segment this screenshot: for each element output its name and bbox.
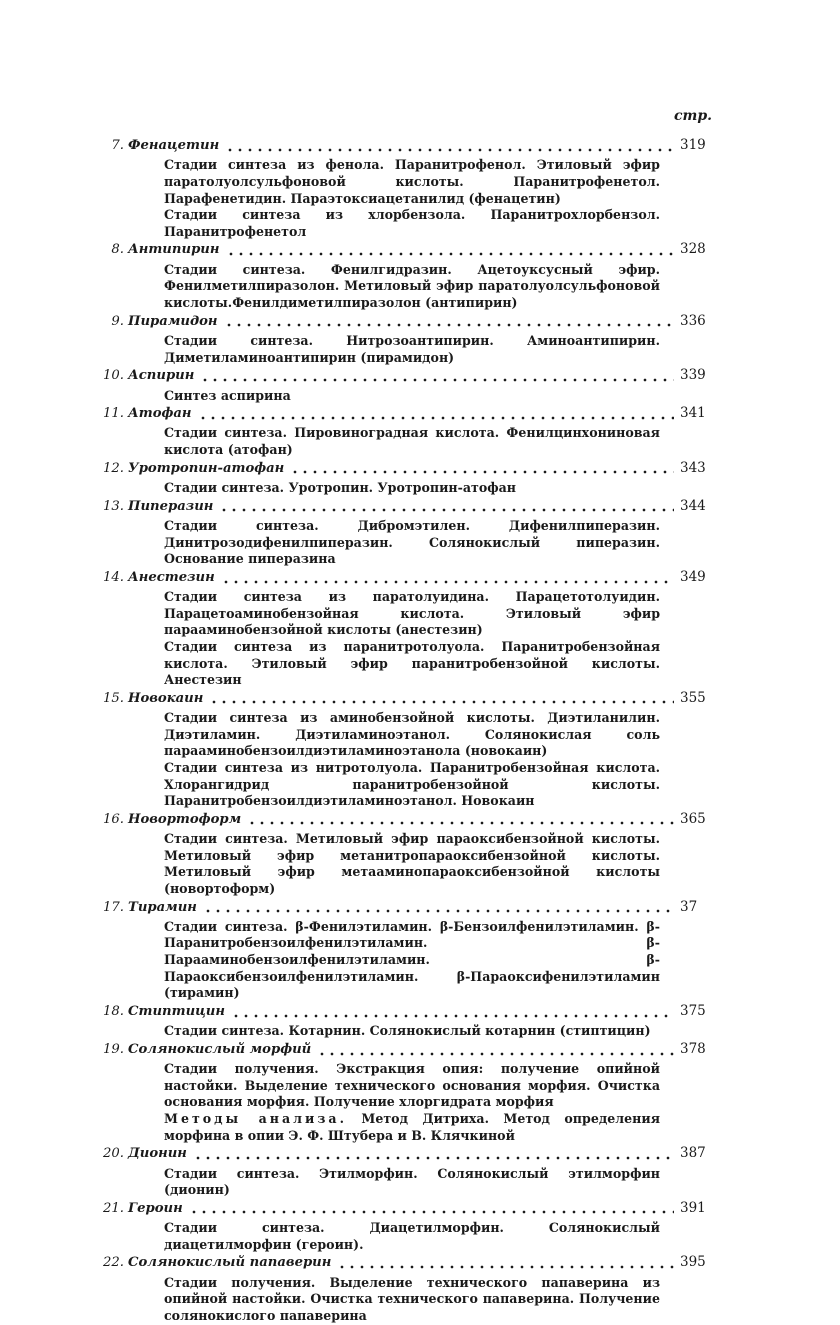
entry-number: 16. bbox=[103, 811, 124, 827]
entry-number: 10. bbox=[103, 368, 124, 384]
dot-leader bbox=[189, 1210, 674, 1214]
table-of-contents bbox=[102, 136, 714, 1325]
toc-entry bbox=[102, 568, 714, 689]
toc-entry-header bbox=[102, 1199, 714, 1220]
entry-title: Пиперазин bbox=[128, 498, 214, 514]
entry-title: Стиптицин bbox=[128, 1003, 225, 1019]
entry-page-number: 387 bbox=[680, 1145, 706, 1162]
entry-page-number: 375 bbox=[680, 1002, 706, 1019]
toc-entry-header bbox=[102, 1040, 714, 1061]
entry-page-number: 339 bbox=[680, 367, 706, 384]
entry-description bbox=[164, 480, 660, 497]
entry-number: 14. bbox=[103, 569, 124, 585]
entry-title: Фенацетин bbox=[128, 138, 220, 153]
description-paragraph: Стадии синтеза. β-Фенилэтиламин. β-Бензоилфенилэтиламин. β-Паранитробензоилфенилэтиламин. β-Парааминобензоилфенилэтиламин. β-Параоксибензоилфенилэтиламин. β-Параоксифенилэтиламин (тирамин) bbox=[164, 918, 660, 1001]
entry-page-number: 319 bbox=[680, 137, 706, 153]
entry-description bbox=[164, 710, 660, 810]
entry-title: Героин bbox=[128, 1200, 183, 1216]
toc-entry-header bbox=[102, 810, 714, 831]
entry-page-number: 328 bbox=[680, 241, 706, 258]
entry-title: Новокаин bbox=[128, 690, 204, 706]
entry-description bbox=[164, 1023, 660, 1040]
entry-page-number: 344 bbox=[680, 497, 706, 514]
dot-leader bbox=[203, 909, 674, 913]
description-paragraph: Стадии синтеза из аминобензойной кислоты. Диэтиланилин. Диэтиламин. Диэтиламиноэтанол. Солянокислая соль парааминобензоилдиэтиламиноэтанола (новокаин) bbox=[164, 710, 660, 759]
entry-description bbox=[164, 919, 660, 1002]
dot-leader bbox=[221, 580, 674, 584]
description-paragraph: Стадии синтеза. Котарнин. Солянокислый котарнин (стиптицин) bbox=[164, 1023, 651, 1039]
description-paragraph: Стадии получения. Экстракция опия: получение опийной настойки. Выделение технического основания морфия. Очистка основания морфия. Получение хлоргидрата морфия bbox=[164, 1061, 660, 1110]
toc-entry bbox=[102, 1002, 714, 1040]
entry-title: Уротропин-атофан bbox=[128, 460, 285, 476]
toc-entry-header bbox=[102, 1002, 714, 1023]
methods-text: Метод Дитриха. Метод определения морфина в опии Э. Ф. Штубера и В. Клячкиной bbox=[164, 1111, 660, 1143]
entry-title: Солянокислый морфий bbox=[128, 1041, 312, 1057]
entry-page-number: 395 bbox=[680, 1254, 706, 1271]
entry-number: 8. bbox=[111, 242, 124, 258]
toc-entry bbox=[102, 810, 714, 898]
entry-page-number: 355 bbox=[680, 689, 706, 706]
description-paragraph: Синтез аспирина bbox=[164, 387, 291, 403]
entry-number: 15. bbox=[103, 690, 124, 706]
entry-number: 9. bbox=[111, 313, 124, 329]
entry-number: 18. bbox=[103, 1003, 124, 1019]
entry-number: 20. bbox=[103, 1146, 124, 1162]
entry-description bbox=[164, 388, 660, 405]
toc-entry-header bbox=[102, 240, 714, 261]
toc-entry bbox=[102, 497, 714, 568]
toc-entry bbox=[102, 1040, 714, 1144]
entry-number: 22. bbox=[103, 1255, 124, 1271]
description-paragraph: Стадии синтеза. Фенилгидразин. Ацетоуксусный эфир. Фенилметилпиразолон. Метиловый эфир паратолуолсульфоновой кислоты.Фенилдиметилпиразолон (антипирин) bbox=[164, 261, 660, 310]
toc-entry bbox=[102, 136, 714, 240]
dot-leader bbox=[317, 1052, 674, 1056]
dot-leader bbox=[225, 148, 674, 152]
entry-description bbox=[164, 1061, 660, 1144]
dot-leader bbox=[219, 508, 674, 512]
description-paragraph: Стадии синтеза. Нитрозоантипирин. Аминоантипирин. Диметиламиноантипирин (пирамидон) bbox=[164, 332, 660, 365]
toc-entry bbox=[102, 366, 714, 404]
description-paragraph: Стадии синтеза. Диацетилморфин. Солянокислый диацетилморфин (героин). bbox=[164, 1220, 660, 1252]
entry-description bbox=[164, 157, 660, 240]
toc-entry-header bbox=[102, 568, 714, 589]
dot-leader bbox=[193, 1156, 674, 1160]
description-paragraph: Стадии получения. Выделение технического папаверина из опийной настойки. Очистка технического папаверина. Получение солянокислого папаверина bbox=[164, 1274, 660, 1323]
entry-number: 11. bbox=[103, 406, 124, 422]
description-paragraph: Стадии синтеза из фенола. Паранитрофенол. Этиловый эфир паратолуолсульфоновой кислоты. Паранитрофенетол. Парафенетидин. Параэтоксиацетанилид (фенацетин) bbox=[164, 157, 660, 206]
entry-title: Атофан bbox=[128, 406, 192, 422]
toc-entry bbox=[102, 1253, 714, 1324]
toc-entry-header bbox=[102, 404, 714, 425]
entry-page-number: 336 bbox=[680, 312, 706, 329]
dot-leader bbox=[231, 1014, 674, 1018]
toc-entry-header bbox=[102, 312, 714, 333]
toc-entry-header bbox=[102, 1253, 714, 1274]
entry-number: 7. bbox=[111, 138, 124, 153]
toc-entry bbox=[102, 240, 714, 311]
toc-entry-header bbox=[102, 497, 714, 518]
entry-number: 12. bbox=[103, 460, 124, 476]
toc-entry bbox=[102, 459, 714, 497]
entry-title: Дионин bbox=[128, 1146, 187, 1162]
toc-entry bbox=[102, 689, 714, 810]
description-paragraph: Стадии синтеза из паранитротолуола. Паранитробензойная кислота. Этиловый эфир паранитробензойной кислоты. Анестезин bbox=[164, 639, 660, 688]
toc-entry-header bbox=[102, 366, 714, 387]
toc-entry bbox=[102, 898, 714, 1002]
dot-leader bbox=[247, 821, 674, 825]
entry-number: 21. bbox=[103, 1200, 124, 1216]
entry-description bbox=[164, 1166, 660, 1199]
description-paragraph: Стадии синтеза. Этилморфин. Солянокислый этилморфин (дионин) bbox=[164, 1165, 660, 1198]
entry-description bbox=[164, 333, 660, 366]
entry-title: Аспирин bbox=[128, 368, 195, 384]
dot-leader bbox=[209, 700, 674, 704]
entry-description bbox=[164, 1275, 660, 1325]
toc-entry-header bbox=[102, 1144, 714, 1165]
entry-description bbox=[164, 831, 660, 897]
toc-entry-header bbox=[102, 459, 714, 480]
entry-page-number: 365 bbox=[680, 810, 706, 827]
entry-title: Тирамин bbox=[128, 899, 197, 915]
entry-number: 17. bbox=[103, 899, 124, 915]
entry-title: Солянокислый папаверин bbox=[128, 1255, 332, 1271]
methods-paragraph bbox=[164, 1111, 660, 1144]
entry-number: 13. bbox=[103, 498, 124, 514]
toc-entry-header bbox=[102, 898, 714, 919]
entry-page-number: 378 bbox=[680, 1040, 706, 1057]
dot-leader bbox=[200, 378, 674, 382]
description-paragraph: Стадии синтеза. Метиловый эфир параоксибензойной кислоты. Метиловый эфир метанитропараоксибензойной кислоты. Метиловый эфир метааминопараоксибензойной кислоты (новортоформ) bbox=[164, 831, 660, 896]
entry-page-number: 343 bbox=[680, 459, 706, 476]
entry-page-number: 37 bbox=[680, 898, 698, 915]
entry-number: 19. bbox=[103, 1041, 124, 1057]
entry-page-number: 341 bbox=[680, 405, 706, 422]
dot-leader bbox=[224, 323, 674, 327]
description-paragraph: Стадии синтеза. Дибромэтилен. Дифенилпиперазин. Динитрозодифенилпиперазин. Солянокислый пиперазин. Основание пиперазина bbox=[164, 518, 660, 567]
toc-entry-header bbox=[102, 689, 714, 710]
entry-page-number: 349 bbox=[680, 568, 706, 585]
toc-entry bbox=[102, 1199, 714, 1254]
description-paragraph: Стадии синтеза из нитротолуола. Паранитробензойная кислота. Хлорангидрид паранитробензойной кислоты. Паранитробензоилдиэтиламиноэтанол. Новокаин bbox=[164, 759, 660, 809]
entry-description bbox=[164, 518, 660, 568]
description-paragraph: Стадии синтеза. Пировиноградная кислота. Фенилцинхониновая кислота (атофан) bbox=[164, 425, 660, 458]
toc-entry bbox=[102, 404, 714, 459]
entry-description bbox=[164, 425, 660, 458]
entry-title: Пирамидон bbox=[128, 313, 218, 329]
toc-entry bbox=[102, 312, 714, 367]
entry-description bbox=[164, 262, 660, 312]
entry-description bbox=[164, 1220, 660, 1253]
description-paragraph: Стадии синтеза. Уротропин. Уротропин-атофан bbox=[164, 480, 516, 496]
methods-label: Методы анализа. bbox=[164, 1111, 347, 1127]
description-paragraph: Стадии синтеза из паратолуидина. Парацетотолуидин. Парацетоаминобензойная кислота. Этиловый эфир парааминобензойной кислоты (анестезин) bbox=[164, 589, 660, 638]
entry-description bbox=[164, 589, 660, 689]
dot-leader bbox=[226, 252, 675, 256]
entry-page-number: 391 bbox=[680, 1199, 706, 1216]
description-paragraph: Стадии синтеза из хлорбензола. Паранитрохлорбензол. Паранитрофенетол bbox=[164, 207, 660, 239]
dot-leader bbox=[290, 470, 674, 474]
dot-leader bbox=[337, 1265, 674, 1269]
toc-entry-header bbox=[102, 136, 714, 157]
page-column-label: стр. bbox=[673, 108, 712, 124]
entry-title: Новортоформ bbox=[128, 811, 242, 827]
entry-title: Антипирин bbox=[128, 242, 220, 258]
entry-title: Анестезин bbox=[128, 569, 215, 585]
dot-leader bbox=[198, 416, 674, 420]
